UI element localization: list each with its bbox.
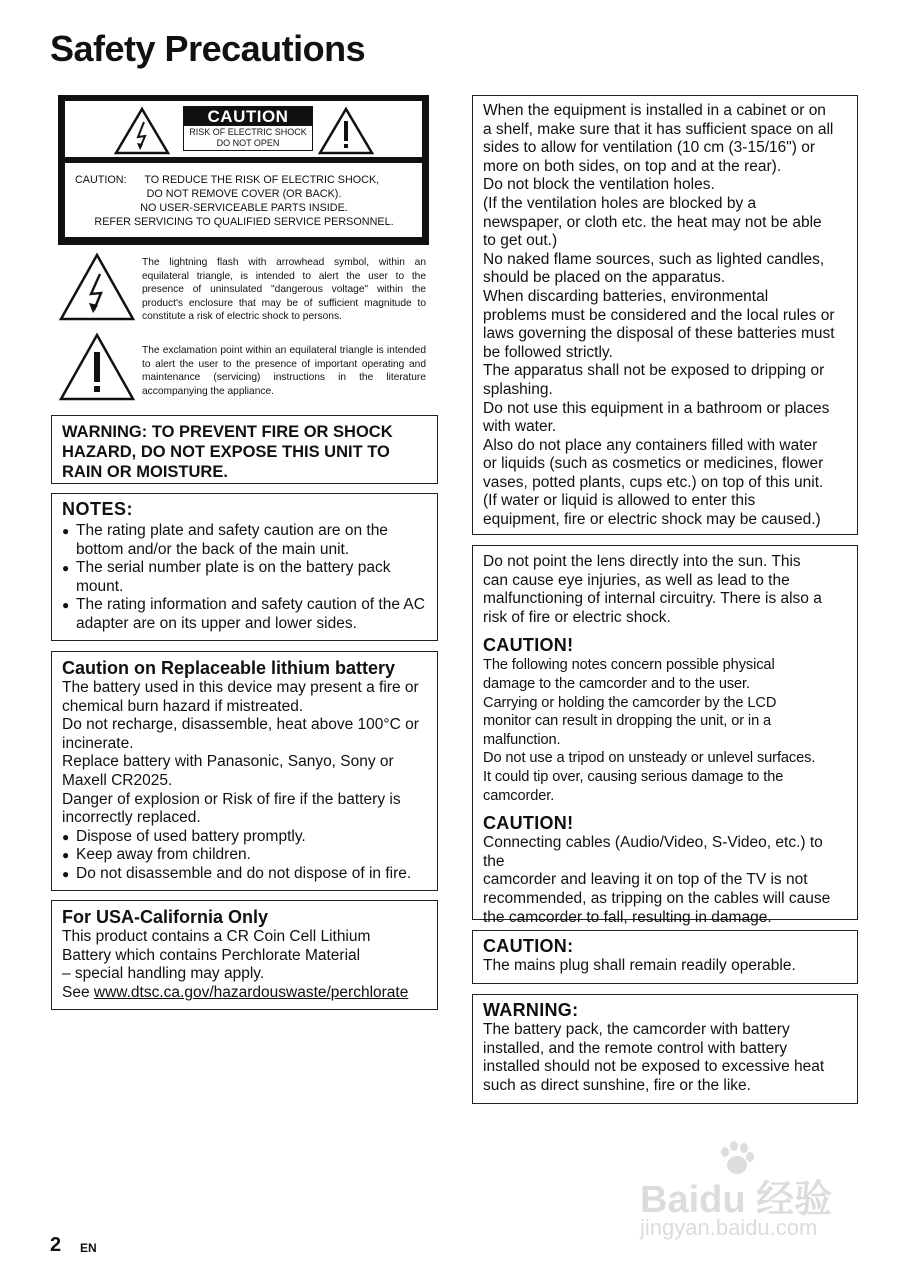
california-see-line [62, 984, 427, 1003]
ventilation-line: The apparatus shall not be exposed to dripping or [483, 362, 825, 380]
caution-badge-heading: CAUTION [184, 107, 312, 126]
caution1-line: Carrying or holding the camcorder by the LCD [483, 694, 777, 711]
exclamation-symbol-icon [58, 332, 136, 402]
caution-line1: CAUTION: TO REDUCE THE RISK OF ELECTRIC SHOCK, [75, 174, 380, 186]
lithium-bullet [62, 846, 427, 865]
caution-badge [183, 106, 313, 151]
california-see: See [62, 983, 94, 1001]
ventilation-line: No naked flame sources, such as lighted candles, [483, 250, 825, 268]
caution1-line: malfunction. [483, 731, 561, 748]
lightning-symbol-icon [58, 252, 136, 322]
sun-line: risk of fire or electric shock. [483, 608, 671, 626]
caution2-line: Connecting cables (Audio/Video, S-Video, etc.) to the [483, 834, 823, 870]
bullet-icon: ● [62, 524, 70, 538]
bullet-icon: ● [62, 598, 70, 613]
mains-box [472, 930, 858, 984]
caution1-line: monitor can result in dropping the unit, or in a [483, 713, 772, 730]
lithium-box [51, 651, 438, 891]
lithium-paragraph: Do not recharge, disassemble, heat above 100°C or incinerate. [62, 716, 419, 752]
ventilation-line: When the equipment is installed in a cabinet or on [483, 102, 826, 119]
notes-item [62, 559, 427, 596]
ventilation-line: Do not block the ventilation holes. [483, 176, 715, 194]
ventilation-lines [483, 102, 847, 530]
lithium-paragraph: Replace battery with Panasonic, Sanyo, Sony or Maxell CR2025. [62, 753, 394, 789]
california-heading: For USA-California Only [62, 907, 269, 927]
ventilation-line: problems must be considered and the local rules or [483, 306, 835, 324]
lithium-bullet [62, 865, 427, 884]
caution-line3: NO USER-SERVICEABLE PARTS INSIDE. [140, 202, 348, 214]
battery-warning-box [472, 994, 858, 1104]
ventilation-line: (If water or liquid is allowed to enter this [483, 492, 756, 510]
mains-heading: CAUTION: [483, 936, 574, 956]
notes-box [51, 493, 438, 641]
lithium-bullet-text: Do not disassemble and do not dispose of in fire. [76, 864, 412, 882]
ventilation-line: with water. [483, 418, 557, 436]
caution-line2: DO NOT REMOVE COVER (OR BACK). [146, 188, 342, 200]
caution2-line: the camcorder to fall, resulting in damage. [483, 908, 772, 926]
caution2-lines [483, 834, 847, 927]
caution-text [73, 173, 415, 229]
caution-line4: REFER SERVICING TO QUALIFIED SERVICE PERSONNEL. [94, 216, 394, 228]
caution-sub1: RISK OF ELECTRIC SHOCK [189, 127, 307, 137]
ventilation-line: splashing. [483, 380, 553, 398]
caution2-heading: CAUTION! [483, 813, 574, 834]
ventilation-line: laws governing the disposal of these batteries must [483, 325, 835, 343]
california-box [51, 900, 438, 1010]
caution1-line: The following notes concern possible physical [483, 657, 775, 674]
lithium-heading: Caution on Replaceable lithium battery [62, 658, 396, 678]
bullet-icon: ● [62, 561, 70, 576]
exclamation-symbol-text: The exclamation point within an equilateral triangle is intended to alert the user to the presence of important operating and maintenance (servicing) instructions in the literature accompanying the appliance. [142, 345, 426, 397]
notes-item [62, 596, 427, 633]
sun-line: Do not point the lens directly into the sun. This [483, 553, 801, 570]
california-line: This product contains a CR Coin Cell Lithium [62, 928, 371, 945]
ventilation-line: more on both sides, on top and at the rear). [483, 157, 782, 175]
ventilation-line: (If the ventilation holes are blocked by a [483, 194, 757, 212]
lithium-bullet [62, 828, 427, 847]
battery-warning-line: installed should not be exposed to excessive heat [483, 1058, 825, 1076]
notes-heading: NOTES: [62, 499, 134, 519]
sun-line: malfunctioning of internal circuitry. There is also a [483, 590, 822, 608]
lithium-paragraph: The battery used in this device may present a fire or chemical burn hazard if mistreated. [62, 679, 419, 715]
ventilation-line: Do not use this equipment in a bathroom or places [483, 399, 830, 417]
california-line: – special handling may apply. [62, 965, 265, 983]
caution1-line: Do not use a tripod on unsteady or unlevel surfaces. [483, 750, 816, 767]
caution2-line: camcorder and leaving it on top of the TV is not [483, 871, 808, 889]
caution2-line: recommended, as tripping on the cables will cause [483, 889, 831, 907]
ventilation-line: should be placed on the apparatus. [483, 269, 726, 287]
perchlorate-link[interactable]: www.dtsc.ca.gov/hazardouswaste/perchlorate [93, 983, 409, 1001]
ventilation-box [472, 95, 858, 535]
battery-warning-line: such as direct sunshine, fire or the like. [483, 1076, 751, 1094]
warning-fire-text: WARNING: TO PREVENT FIRE OR SHOCK HAZARD, DO NOT EXPOSE THIS UNIT TO RAIN OR MOISTURE. [62, 423, 393, 481]
bullet-icon: ● [62, 829, 70, 844]
bullet-icon: ● [62, 848, 70, 863]
notes-item-text: The rating information and safety caution of the AC adapter are on its upper and lower sides. [76, 596, 425, 632]
caution-label [58, 95, 429, 245]
warning-fire-box [51, 415, 438, 484]
battery-warning-lines [483, 1021, 847, 1095]
notes-item [62, 522, 427, 559]
language-label: EN [80, 1241, 97, 1255]
ventilation-line: newspaper, or cloth etc. the heat may not be able [483, 213, 822, 231]
sun-line: can cause eye injuries, as well as lead to the [483, 571, 790, 589]
ventilation-line: or liquids (such as cosmetics or medicines, flower [483, 455, 824, 473]
lightning-symbol-text: The lightning flash with arrowhead symbol, within an equilateral triangle, is intended to alert the user to the presence of uninsulated "dangerous voltage" within the product's enclosure that may be of sufficient magnitude to constitute a risk of electric shock to persons. [142, 257, 426, 323]
watermark-brand: Baidu 经验 [640, 1179, 833, 1221]
sun-caution-box [472, 545, 858, 926]
notes-item-text: The rating plate and safety caution are on the bottom and/or the back of the main unit. [76, 522, 388, 558]
lithium-paragraph: Danger of explosion or Risk of fire if the battery is incorrectly replaced. [62, 790, 401, 827]
battery-warning-heading: WARNING: [483, 1000, 579, 1020]
ventilation-line: vases, potted plants, cups etc.) on top of this unit. [483, 473, 824, 491]
caution1-lines [483, 656, 847, 805]
ventilation-line: Also do not place any containers filled with water [483, 436, 818, 454]
california-line: Battery which contains Perchlorate Material [62, 946, 361, 964]
ventilation-line: equipment, fire or electric shock may be caused.) [483, 511, 821, 529]
lithium-bullet-text: Dispose of used battery promptly. [76, 827, 306, 845]
caution1-heading: CAUTION! [483, 635, 574, 656]
caution-badge-sub [184, 126, 312, 150]
caution-sub2: DO NOT OPEN [216, 138, 280, 148]
caution1-line: damage to the camcorder and to the user. [483, 675, 750, 692]
mains-text: The mains plug shall remain readily operable. [483, 957, 796, 974]
bullet-icon: ● [62, 866, 70, 881]
battery-warning-line: installed, and the remote control with battery [483, 1039, 788, 1057]
ventilation-line: When discarding batteries, environmental [483, 287, 769, 305]
notes-item-text: The serial number plate is on the battery pack mount. [76, 559, 391, 595]
watermark-url: jingyan.baidu.com [640, 1215, 818, 1240]
ventilation-line: to get out.) [483, 232, 558, 250]
lithium-bullet-text: Keep away from children. [76, 846, 251, 864]
ventilation-line: a shelf, make sure that it has sufficient space on all [483, 120, 834, 138]
page-number: 2 [50, 1234, 62, 1256]
lightning-triangle-icon [113, 106, 171, 156]
caution1-line: camcorder. [483, 787, 555, 804]
caution1-line: It could tip over, causing serious damage to the [483, 768, 784, 785]
battery-warning-line: The battery pack, the camcorder with battery [483, 1021, 790, 1038]
ventilation-line: be followed strictly. [483, 343, 613, 361]
sun-lines [483, 553, 847, 627]
ventilation-line: sides to allow for ventilation (10 cm (3-15/16") or [483, 139, 816, 157]
page-title: Safety Precautions [50, 28, 366, 69]
exclamation-triangle-icon [317, 106, 375, 156]
